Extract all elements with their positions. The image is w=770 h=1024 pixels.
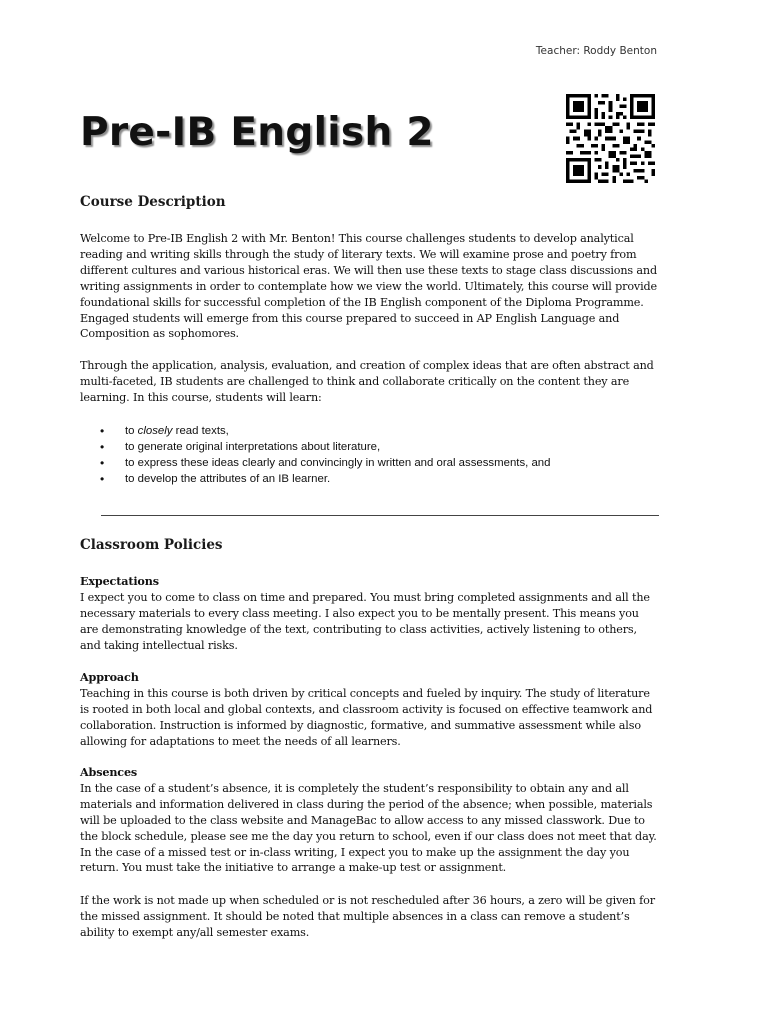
page-title: Pre-IB English 2: [80, 110, 434, 155]
absences-section: [80, 765, 660, 876]
classroom-policies-heading: Classroom Policies: [80, 537, 223, 553]
teacher-name: Teacher: Roddy Benton: [535, 45, 657, 57]
learning-goals-list: [100, 423, 550, 487]
qr-code-icon: [566, 94, 655, 183]
expectations-text: I expect you to come to class on time and prepared. You must bring completed assignments and all the necessary materials to every class meeting. I also expect you to be mentally present. This means you are demonstrating knowledge of the text, contributing to class activities, actively listening to others, and taking intellectual risks.: [80, 590, 650, 652]
section-divider: [101, 515, 659, 516]
course-description-paragraph-2: Through the application, analysis, evaluation, and creation of complex ideas that are often abstract and multi-faceted, IB students are challenged to think and collaborate critically on the content they are learning. In this course, students will learn:: [80, 359, 654, 404]
approach-section: [80, 670, 660, 750]
approach-text: Teaching in this course is both driven by critical concepts and fueled by inquiry. The study of literature is rooted in both local and global contexts, and classroom activity is focused on effective teamwork and collaboration. Instruction is informed by diagnostic, formative, and summative assessment while also allowing for adaptations to meet the needs of all learners.: [80, 686, 653, 748]
approach-title: Approach: [80, 670, 139, 684]
list-item: • to develop the attributes of an IB learner.: [100, 471, 550, 487]
absences-zero-policy: If the work is not made up when scheduled or is not rescheduled after 36 hours, a zero will be given for the missed assignment. It should be noted that multiple absences in a class can remove a student’s ability to exempt any/all semester exams.: [80, 894, 655, 939]
course-description-heading: Course Description: [80, 194, 226, 210]
expectations-section: [80, 574, 660, 654]
expectations-title: Expectations: [80, 574, 159, 588]
list-item: • to express these ideas clearly and convincingly in written and oral assessments, and: [100, 455, 550, 471]
course-description-paragraph: Welcome to Pre-IB English 2 with Mr. Benton! This course challenges students to develop analytical reading and writing skills through the study of literary texts. We will examine prose and poetry from different cultures and various historical eras. We will then use these texts to stage class discussions and writing assignments in order to contemplate how we view the world. Ultimately, this course will provide foundational skills for successful completion of the IB English component of the Diploma Programme. Engaged students will emerge from this course prepared to succeed in AP English Language and Composition as sophomores.: [80, 232, 657, 341]
absences-text: In the case of a student’s absence, it is completely the student’s responsibility to obtain any and all materials and information delivered in class during the period of the absence; when possible, materials will be uploaded to the class website and ManageBac to allow access to any missed classwork. Due to the block schedule, please see me the day you return to school, even if our class does not meet that day. In the case of a missed test or in-class writing, I expect you to make up the assignment the day you return. You must take the initiative to arrange a make-up test or assignment.: [80, 781, 657, 875]
list-item: • to closely read texts,: [100, 423, 550, 439]
list-item: • to generate original interpretations about literature,: [100, 439, 550, 455]
absences-title: Absences: [80, 765, 138, 779]
